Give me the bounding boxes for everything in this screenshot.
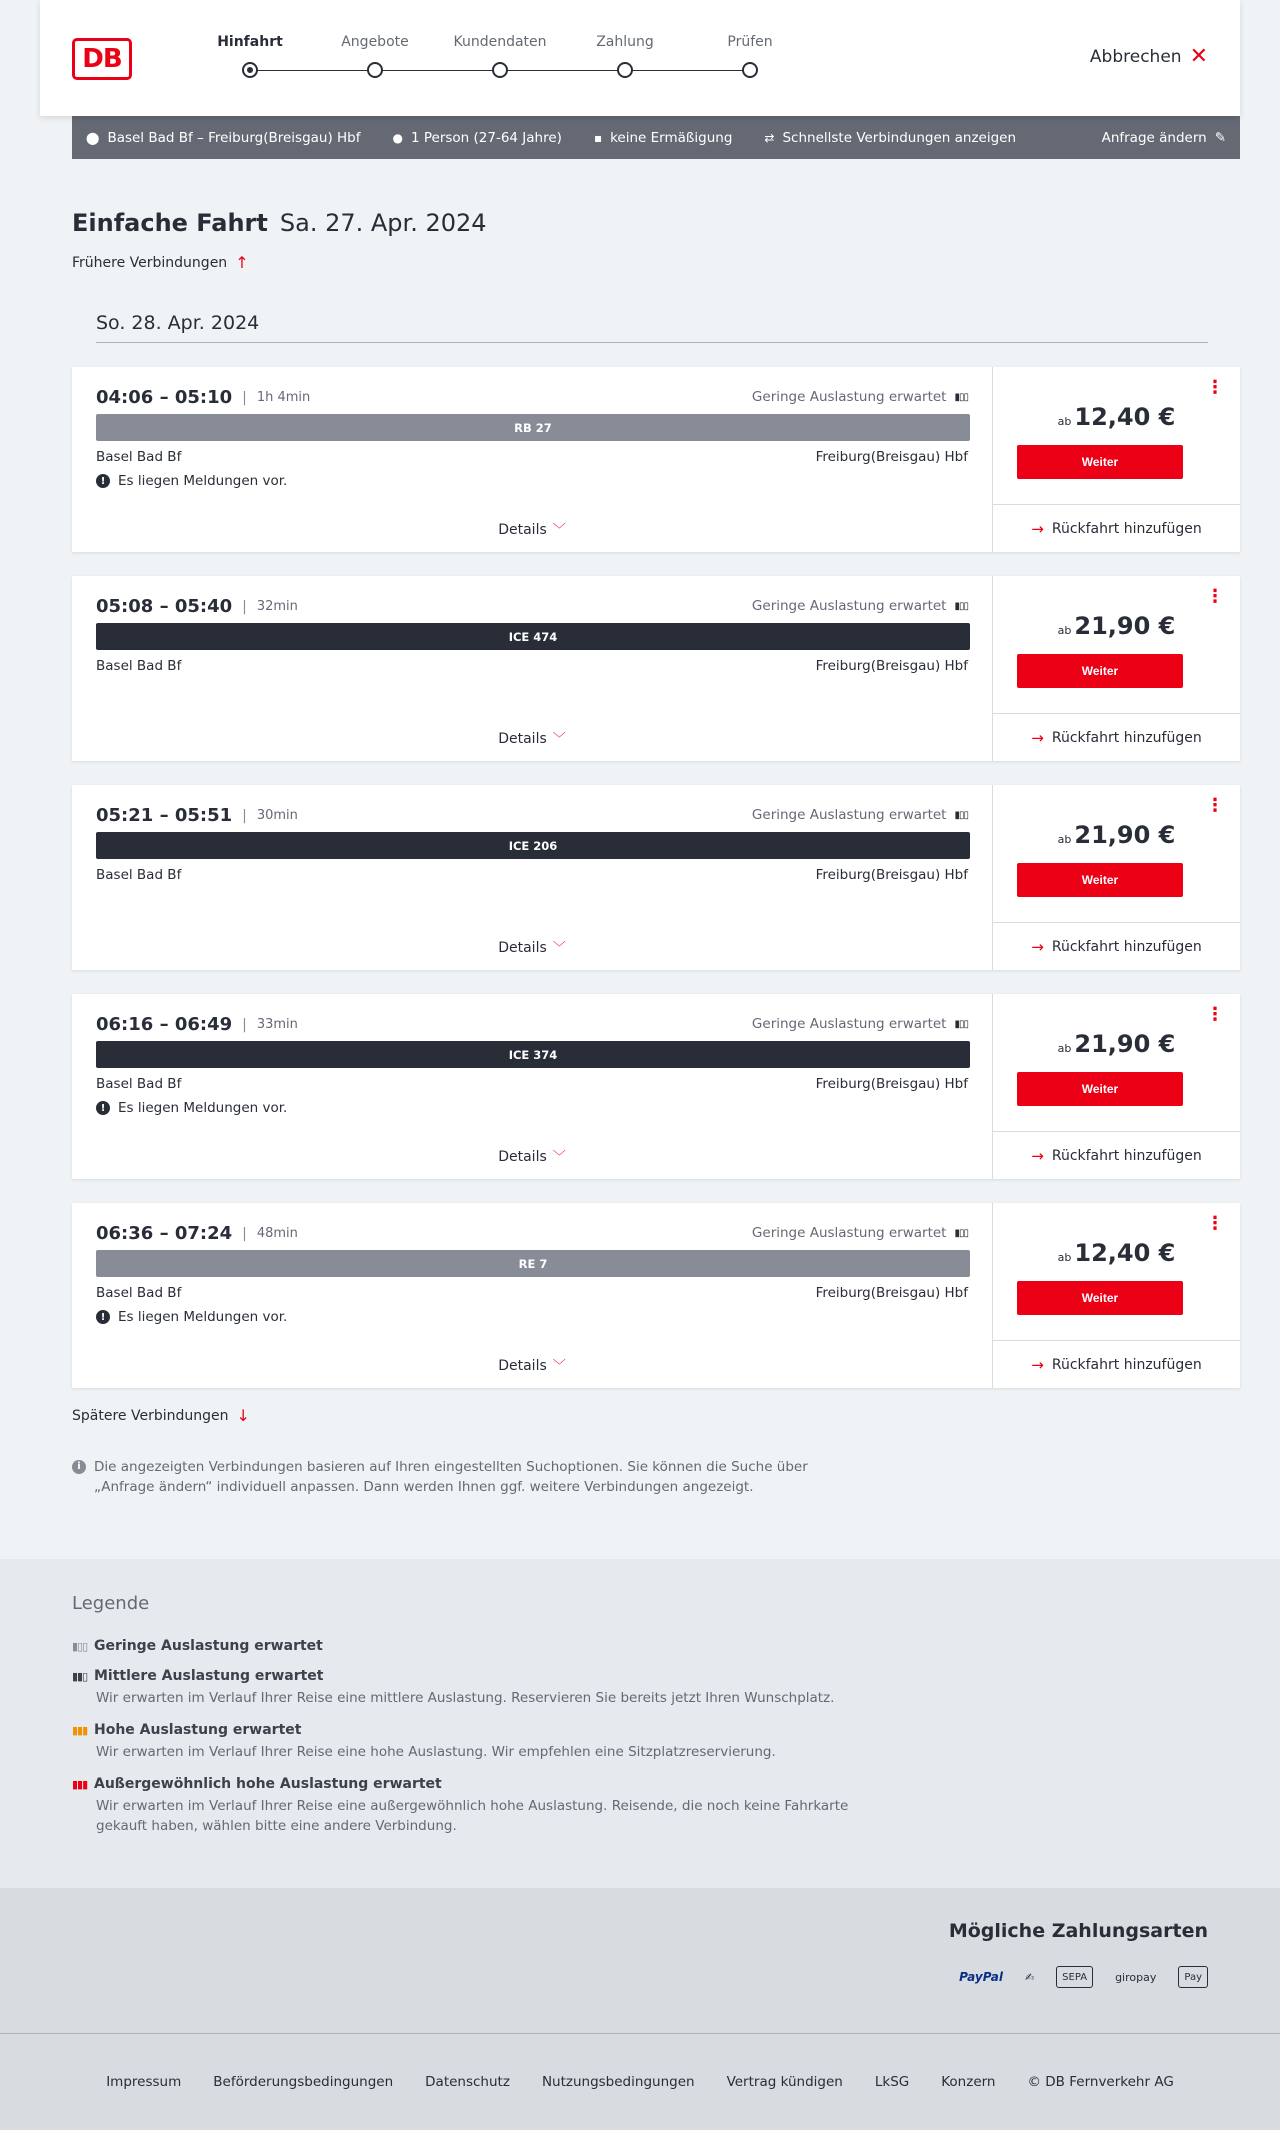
return-trip-label: Rückfahrt hinzufügen: [1051, 938, 1202, 955]
price-value: 12,40 €: [1074, 1239, 1176, 1267]
price-panel: [993, 994, 1240, 1179]
step-dot: [367, 62, 383, 78]
price-prefix: ab: [1057, 415, 1072, 428]
occupancy-low-icon: ▮▯▯: [954, 1018, 968, 1030]
swap-arrows-icon: ⇄: [764, 130, 775, 145]
pencil-icon: ✎: [1214, 129, 1226, 146]
price-value: 21,90 €: [1074, 821, 1176, 849]
connection-card: [72, 576, 1240, 761]
departure-arrival-times: 05:21 – 05:51: [96, 805, 233, 826]
train-bar[interactable]: [96, 623, 970, 650]
legend-item-title: Geringe Auslastung erwartet: [94, 1638, 323, 1654]
location-pin-icon: ⬤: [86, 130, 100, 145]
duration: 32min: [256, 599, 298, 614]
step-label: Angebote: [341, 34, 409, 50]
chevron-down-icon: ﹀: [552, 1359, 566, 1374]
more-options-icon[interactable]: ⋮: [1206, 1004, 1224, 1025]
load-indicator: [752, 389, 968, 405]
more-options-icon[interactable]: ⋮: [1206, 586, 1224, 607]
connection-main: [72, 367, 993, 552]
price-prefix: ab: [1057, 1251, 1072, 1264]
train-bar[interactable]: [96, 1041, 970, 1068]
earlier-connections-link[interactable]: [72, 253, 1240, 272]
destination-station: Freiburg(Breisgau) Hbf: [815, 658, 968, 674]
connection-times: [96, 596, 298, 617]
price: [993, 403, 1240, 431]
separator: |: [242, 1016, 247, 1033]
departure-arrival-times: 05:08 – 05:40: [96, 596, 233, 617]
load-text: Geringe Auslastung erwartet: [751, 389, 947, 405]
footer-link-vertrag-kuendigen[interactable]: Vertrag kündigen: [726, 2074, 843, 2090]
load-indicator: [752, 598, 968, 614]
details-toggle[interactable]: [72, 1355, 992, 1374]
connection-main: [72, 1203, 993, 1388]
legend-list: [72, 1638, 1280, 1836]
price: [993, 1030, 1240, 1058]
connection-card: [72, 785, 1240, 970]
train-name: ICE 474: [508, 629, 558, 644]
travellers-text: 1 Person (27-64 Jahre): [410, 129, 562, 146]
train-name: ICE 206: [508, 838, 558, 853]
legend-item: [72, 1638, 1280, 1654]
origin-station: Basel Bad Bf: [96, 1076, 182, 1092]
price-panel: [993, 785, 1240, 970]
legend-item-head: [72, 1668, 1280, 1684]
apple-pay-icon: [1178, 1966, 1208, 1988]
origin-station: Basel Bad Bf: [96, 449, 182, 465]
connection-card: [72, 367, 1240, 552]
separator: |: [242, 389, 247, 406]
separator: |: [242, 598, 247, 615]
chevron-down-icon: ﹀: [552, 941, 566, 956]
header: [40, 0, 1240, 116]
connection-main: [72, 785, 993, 970]
connection-times: [96, 1223, 298, 1244]
legend-item-head: [72, 1722, 1280, 1738]
arrow-right-icon: →: [1031, 519, 1044, 538]
more-options-icon[interactable]: ⋮: [1206, 1213, 1224, 1234]
occupancy-low-icon: ▮▯▯: [954, 1227, 968, 1239]
trip-date: Sa. 27. Apr. 2024: [279, 209, 487, 237]
price-value: 12,40 €: [1074, 403, 1176, 431]
arrow-down-icon: ↓: [236, 1406, 250, 1425]
notice: [96, 1100, 287, 1116]
notice: [96, 1309, 287, 1325]
occupancy-medium-icon: ▮▮▯: [72, 1669, 88, 1683]
step-label: Zahlung: [596, 34, 654, 50]
load-text: Geringe Auslastung erwartet: [751, 598, 947, 614]
step-hinfahrt: [190, 34, 310, 50]
details-toggle[interactable]: [72, 937, 992, 956]
step-zahlung: [565, 34, 685, 50]
duration: 1h 4min: [256, 390, 311, 405]
train-bar[interactable]: [96, 832, 970, 859]
continue-button[interactable]: Weiter: [1017, 1281, 1183, 1315]
info-icon: i: [72, 1460, 86, 1474]
legend-title: Legende: [72, 1593, 150, 1614]
alert-icon: !: [96, 1101, 110, 1115]
footer-link-konzern[interactable]: Konzern: [941, 2074, 996, 2090]
page-title: [72, 209, 1240, 237]
price: [993, 821, 1240, 849]
arrow-right-icon: →: [1031, 1146, 1044, 1165]
departure-arrival-times: 06:36 – 07:24: [96, 1223, 233, 1244]
trip-type-title: Einfache Fahrt: [72, 209, 268, 237]
legend-item: [72, 1722, 1280, 1762]
add-return-trip-button[interactable]: [993, 504, 1240, 552]
price: [993, 1239, 1240, 1267]
notice: [96, 473, 287, 489]
origin-station: Basel Bad Bf: [96, 1285, 182, 1301]
details-toggle[interactable]: [72, 1146, 992, 1165]
details-label: Details: [498, 731, 547, 747]
footer-link-befoerderungsbedingungen[interactable]: Beförderungsbedingungen: [213, 2074, 394, 2090]
step-dot: [492, 62, 508, 78]
chevron-down-icon: ﹀: [552, 732, 566, 747]
train-name: RB 27: [514, 420, 552, 435]
sepa-icon: [1056, 1966, 1093, 1988]
step-kundendaten: [440, 34, 560, 50]
more-options-icon[interactable]: ⋮: [1206, 377, 1224, 398]
travellers-summary: [393, 130, 562, 146]
chevron-down-icon: ﹀: [552, 1150, 566, 1165]
step-pruefen: [690, 34, 810, 50]
later-connections-link[interactable]: [72, 1406, 1240, 1425]
step-label: Kundendaten: [453, 34, 547, 50]
step-label: Hinfahrt: [217, 34, 283, 50]
destination-station: Freiburg(Breisgau) Hbf: [815, 1076, 968, 1092]
arrow-right-icon: →: [1031, 728, 1044, 747]
step-dot: [617, 62, 633, 78]
legend-item-description: Wir erwarten im Verlauf Ihrer Reise eine außergewöhnlich hohe Auslastung. Reisende, die noch keine Fahrkarte gekauft haben, wählen bitte eine andere Verbindung.: [96, 1798, 849, 1834]
arrow-up-icon: ↑: [235, 253, 249, 272]
connection-main: [72, 576, 993, 761]
legend-section: [0, 1559, 1280, 1888]
connection-times: [96, 387, 310, 408]
payment-icons: [959, 1966, 1208, 1988]
notice-text: Es liegen Meldungen vor.: [118, 1309, 288, 1325]
return-trip-label: Rückfahrt hinzufügen: [1051, 1356, 1202, 1373]
origin-station: Basel Bad Bf: [96, 867, 182, 883]
connection-list: [72, 367, 1240, 1388]
progress-stepper: [217, 34, 820, 84]
train-bar[interactable]: [96, 1250, 970, 1277]
price-value: 21,90 €: [1074, 1030, 1176, 1058]
load-text: Geringe Auslastung erwartet: [751, 1016, 947, 1032]
later-connections-label: Spätere Verbindungen: [72, 1407, 229, 1424]
legend-item-title: Außergewöhnlich hohe Auslastung erwartet: [94, 1776, 442, 1792]
connection-times: [96, 1014, 298, 1035]
search-summary-bar: [72, 116, 1240, 159]
step-dot: [242, 62, 258, 78]
duration: 30min: [256, 808, 298, 823]
destination-station: Freiburg(Breisgau) Hbf: [815, 1285, 968, 1301]
legend-item-title: Mittlere Auslastung erwartet: [94, 1668, 324, 1684]
change-request-label: Anfrage ändern: [1101, 129, 1207, 146]
train-bar[interactable]: [96, 414, 970, 441]
load-text: Geringe Auslastung erwartet: [751, 807, 947, 823]
legend-item-description: Wir erwarten im Verlauf Ihrer Reise eine hohe Auslastung. Wir empfehlen eine Sitzplatzreservierung.: [96, 1744, 776, 1760]
giropay-label: giropay: [1115, 1970, 1157, 1984]
price-panel: [993, 367, 1240, 552]
load-indicator: [752, 807, 968, 823]
occupancy-high-icon: ▮▮▮: [72, 1723, 88, 1737]
db-logo-text: DB: [82, 44, 122, 74]
occupancy-extreme-icon: ▮▮▮: [72, 1777, 88, 1791]
person-icon: ●: [392, 130, 403, 145]
details-label: Details: [498, 1149, 547, 1165]
step-dot: [742, 62, 758, 78]
more-options-icon[interactable]: ⋮: [1206, 795, 1224, 816]
arrow-right-icon: →: [1031, 937, 1044, 956]
connection-main: [72, 994, 993, 1179]
details-label: Details: [498, 940, 547, 956]
main-content: [0, 209, 1240, 1497]
route-summary: [86, 130, 361, 146]
day-separator: So. 28. Apr. 2024: [96, 312, 1208, 343]
close-icon: ✕: [1189, 44, 1208, 69]
price-value: 21,90 €: [1074, 612, 1176, 640]
add-return-trip-button[interactable]: [993, 1131, 1240, 1179]
legend-item-head: [72, 1638, 1280, 1654]
price-prefix: ab: [1057, 833, 1072, 846]
connection-card: [72, 1203, 1240, 1388]
train-name: ICE 374: [508, 1047, 558, 1062]
return-trip-label: Rückfahrt hinzufügen: [1051, 1147, 1202, 1164]
bahncard-icon: ▪: [593, 130, 603, 145]
details-toggle[interactable]: [72, 728, 992, 747]
occupancy-low-icon: ▮▯▯: [72, 1639, 88, 1653]
departure-arrival-times: 04:06 – 05:10: [96, 387, 233, 408]
train-name: RE 7: [518, 1256, 548, 1271]
payment-title: Mögliche Zahlungsarten: [948, 1920, 1208, 1942]
legend-item-head: [72, 1776, 1280, 1792]
price-prefix: ab: [1057, 624, 1072, 637]
connection-card: [72, 994, 1240, 1179]
continue-button[interactable]: Weiter: [1017, 654, 1183, 688]
discount-text: keine Ermäßigung: [610, 129, 733, 146]
occupancy-low-icon: ▮▯▯: [954, 809, 968, 821]
origin-station: Basel Bad Bf: [96, 658, 182, 674]
step-label: Prüfen: [727, 34, 773, 50]
arrow-right-icon: →: [1031, 1355, 1044, 1374]
search-info-text: Die angezeigten Verbindungen basieren auf Ihren eingestellten Suchoptionen. Sie können die Suche über „Anfrage ändern“ individuell anpassen. Dann werden Ihnen ggf. weitere Verbindungen angezeigt.: [94, 1459, 808, 1495]
add-return-trip-button[interactable]: [993, 713, 1240, 761]
duration: 48min: [256, 1226, 298, 1241]
legend-item-title: Hohe Auslastung erwartet: [94, 1722, 302, 1738]
continue-button[interactable]: Weiter: [1017, 863, 1183, 897]
mode-summary: [764, 130, 1016, 146]
price-panel: [993, 1203, 1240, 1388]
occupancy-low-icon: ▮▯▯: [954, 391, 968, 403]
price-prefix: ab: [1057, 1042, 1072, 1055]
alert-icon: !: [96, 474, 110, 488]
alert-icon: !: [96, 1310, 110, 1324]
paypal-icon: [959, 1966, 1003, 1988]
price-panel: [993, 576, 1240, 761]
cancel-button[interactable]: [1090, 46, 1208, 68]
departure-arrival-times: 06:16 – 06:49: [96, 1014, 233, 1035]
details-toggle[interactable]: [72, 519, 992, 538]
footer-link-datenschutz[interactable]: Datenschutz: [425, 2074, 510, 2090]
separator: |: [242, 1225, 247, 1242]
notice-text: Es liegen Meldungen vor.: [118, 1100, 288, 1116]
notice-text: Es liegen Meldungen vor.: [118, 473, 288, 489]
mode-text: Schnellste Verbindungen anzeigen: [782, 129, 1017, 146]
details-label: Details: [498, 1358, 547, 1374]
chevron-down-icon: ﹀: [552, 523, 566, 538]
change-request-button[interactable]: [1102, 130, 1226, 146]
load-indicator: [752, 1016, 968, 1032]
destination-station: Freiburg(Breisgau) Hbf: [815, 867, 968, 883]
giropay-icon: [1115, 1966, 1156, 1988]
legend-item: [72, 1776, 1280, 1836]
footer-copyright[interactable]: © DB Fernverkehr AG: [1027, 2074, 1174, 2090]
footer-link-impressum[interactable]: Impressum: [106, 2074, 182, 2090]
return-trip-label: Rückfahrt hinzufügen: [1051, 520, 1202, 537]
occupancy-low-icon: ▮▯▯: [954, 600, 968, 612]
continue-button[interactable]: Weiter: [1017, 1072, 1183, 1106]
destination-station: Freiburg(Breisgau) Hbf: [815, 449, 968, 465]
route-text: Basel Bad Bf – Freiburg(Breisgau) Hbf: [107, 129, 361, 146]
footer-link-lksg[interactable]: LkSG: [874, 2074, 910, 2090]
details-label: Details: [498, 522, 547, 538]
payment-section: [0, 1888, 1280, 2033]
load-text: Geringe Auslastung erwartet: [751, 1225, 947, 1241]
sepa-label: SEPA: [1062, 1971, 1088, 1983]
cancel-label: Abbrechen: [1089, 47, 1182, 67]
price: [993, 612, 1240, 640]
legend-item: [72, 1668, 1280, 1708]
paypal-label: PayPal: [959, 1970, 1003, 1984]
discount-summary: [594, 130, 732, 146]
credit-card-hand-icon: ✍: [1024, 1970, 1035, 1984]
add-return-trip-button[interactable]: [993, 1340, 1240, 1388]
db-logo[interactable]: [72, 38, 132, 80]
return-trip-label: Rückfahrt hinzufügen: [1051, 729, 1202, 746]
earlier-connections-label: Frühere Verbindungen: [72, 254, 228, 271]
footer-link-nutzungsbedingungen[interactable]: Nutzungsbedingungen: [541, 2074, 695, 2090]
step-angebote: [315, 34, 435, 50]
load-indicator: [752, 1225, 968, 1241]
continue-button[interactable]: Weiter: [1017, 445, 1183, 479]
separator: |: [242, 807, 247, 824]
connection-times: [96, 805, 298, 826]
apple-pay-label: Pay: [1184, 1971, 1202, 1983]
footer: [0, 2033, 1280, 2130]
legend-item-description: Wir erwarten im Verlauf Ihrer Reise eine mittlere Auslastung. Reservieren Sie bereits jetzt Ihren Wunschplatz.: [96, 1690, 835, 1706]
duration: 33min: [256, 1017, 298, 1032]
add-return-trip-button[interactable]: [993, 922, 1240, 970]
search-info-note: [72, 1457, 862, 1497]
